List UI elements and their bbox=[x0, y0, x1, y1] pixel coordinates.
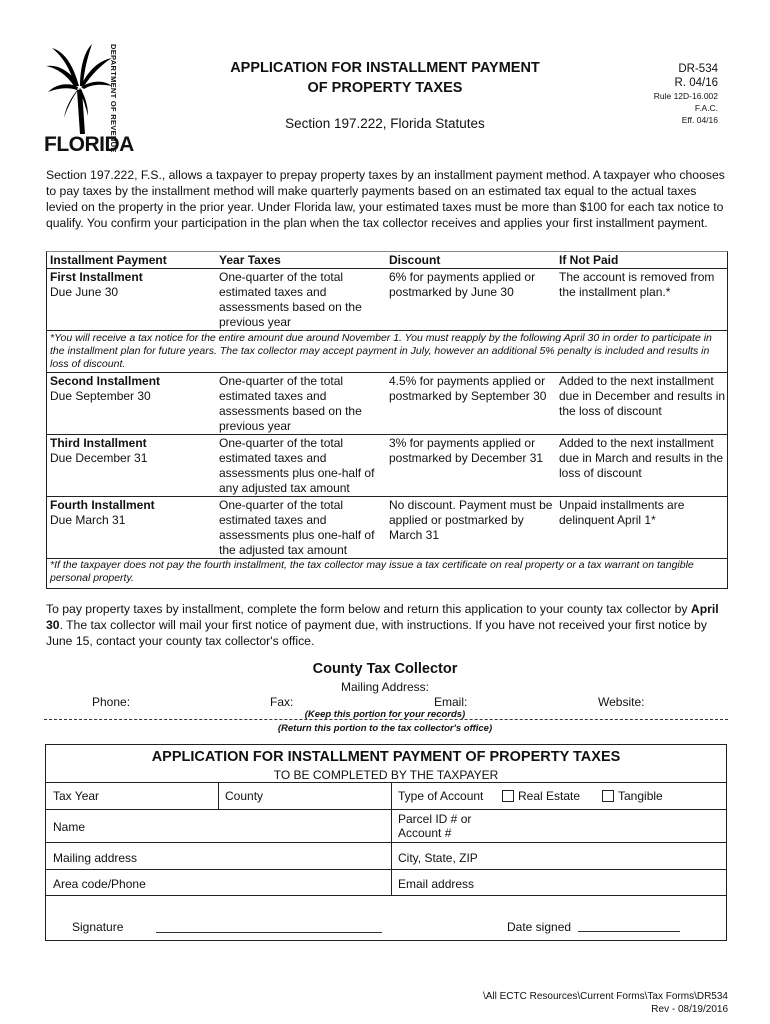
form-col-divider bbox=[391, 782, 392, 895]
website-label: Website: bbox=[598, 695, 645, 709]
row-divider bbox=[47, 330, 727, 331]
col-header-discount: Discount bbox=[389, 253, 441, 267]
row-divider bbox=[47, 372, 727, 373]
mailing-address-label: Mailing Address: bbox=[340, 680, 430, 694]
installment-due: Due September 30 bbox=[50, 389, 151, 403]
intro-paragraph: Section 197.222, F.S., allows a taxpayer to prepay property taxes by an installment payment method. A taxpayer who chooses to pay taxes by the installment method will make quarterly payments based on an estimated tax equal to the actual taxes levied on the property in the prior year. Under Florida law, your estimated taxes must be more than $100 for each tax notice to qualify. You confirm your participation in the plan when the tax collector receives and applies your first installment payment. bbox=[46, 168, 725, 231]
parcel-id-label-2: Account # bbox=[398, 826, 452, 840]
form-row-divider bbox=[46, 869, 726, 870]
form-col-divider bbox=[218, 782, 219, 809]
instructions-text-1: To pay property taxes by installment, complete the form below and return this application to your county tax collector by bbox=[46, 602, 691, 616]
form-row-divider bbox=[46, 809, 726, 810]
instructions-deadline: April 30 bbox=[46, 602, 719, 632]
application-form-title: APPLICATION FOR INSTALLMENT PAYMENT OF PROPERTY TAXES bbox=[151, 749, 621, 765]
name-field[interactable]: Name bbox=[53, 820, 86, 834]
footer-path: \All ECTC Resources\Current Forms\Tax Forms\DR534 bbox=[482, 991, 728, 1002]
installment-name: Second Installment bbox=[50, 374, 161, 388]
mailing-address-field[interactable]: Mailing address bbox=[53, 851, 138, 865]
return-text: Return this portion to the tax collector's office) bbox=[281, 723, 493, 734]
fourth-discount: No discount. Payment must be applied or postmarked by March 31 bbox=[389, 498, 553, 542]
form-effective: Eff. 04/16 bbox=[681, 115, 718, 125]
col-header-if-not-paid: If Not Paid bbox=[559, 253, 619, 267]
form-identifier bbox=[640, 62, 718, 126]
type-of-account-label: Type of Account bbox=[398, 789, 484, 803]
fourth-not-paid: Unpaid installments are delinquent April 1* bbox=[559, 498, 685, 527]
keep-portion-note: (Keep this portion for your records) bbox=[304, 709, 466, 720]
footer bbox=[440, 990, 728, 1016]
form-title-line2: OF PROPERTY TAXES bbox=[307, 80, 463, 96]
tangible-label: Tangible bbox=[618, 789, 663, 803]
email-address-field[interactable]: Email address bbox=[398, 877, 475, 891]
email-label: Email: bbox=[434, 695, 468, 709]
first-installment-cell bbox=[50, 270, 215, 300]
county-tax-collector-title: County Tax Collector bbox=[312, 661, 458, 677]
return-paren: ( bbox=[277, 723, 282, 734]
header-divider bbox=[47, 268, 727, 269]
installment-due: Due June 30 bbox=[50, 285, 119, 299]
form-row-divider bbox=[46, 895, 726, 896]
parcel-id-field[interactable] bbox=[398, 812, 471, 840]
application-form-subtitle: TO BE COMPLETED BY THE TAXPAYER bbox=[273, 768, 499, 782]
real-estate-label: Real Estate bbox=[518, 789, 581, 803]
installment-name: Fourth Installment bbox=[50, 498, 155, 512]
palm-tree-icon bbox=[44, 42, 114, 134]
first-not-paid: The account is removed from the installment plan.* bbox=[559, 270, 715, 299]
installment-name: Third Installment bbox=[50, 436, 147, 450]
statute-subtitle: Section 197.222, Florida Statutes bbox=[285, 116, 485, 131]
fourth-installment-cell bbox=[50, 498, 215, 528]
application-form bbox=[45, 744, 727, 941]
form-fac: F.A.C. bbox=[694, 103, 718, 113]
first-installment-note: *You will receive a tax notice for the entire amount due around November 1. You must reapply by the following April 30 in order to participate in the installment plan for future years. The tax collector may accept payment in July, however an additional 5% penalty is included and results in loss of discount. bbox=[50, 332, 712, 371]
department-of-revenue-label: DEPARTMENT OF REVENUE bbox=[109, 44, 118, 153]
form-row-divider bbox=[46, 782, 726, 783]
second-installment-cell bbox=[50, 374, 215, 404]
installment-name: First Installment bbox=[50, 270, 143, 284]
parcel-id-label-1: Parcel ID # or bbox=[398, 812, 472, 826]
third-not-paid: Added to the next installment due in March and results in the loss of discount bbox=[559, 436, 724, 480]
third-installment-cell bbox=[50, 436, 215, 466]
footer-revision: Rev - 08/19/2016 bbox=[651, 1004, 728, 1015]
title-block bbox=[190, 58, 580, 131]
second-discount: 4.5% for payments applied or postmarked by September 30 bbox=[389, 374, 547, 403]
phone-label: Phone: bbox=[92, 695, 131, 709]
third-taxes: One-quarter of the total estimated taxes and assessments plus one-half of any adjusted tax amount bbox=[219, 436, 375, 495]
signature-line[interactable] bbox=[156, 932, 382, 933]
form-revision: R. 04/16 bbox=[674, 77, 718, 89]
second-taxes: One-quarter of the total estimated taxes and assessments based on the previous year bbox=[219, 374, 362, 433]
form-rule: Rule 12D-16.002 bbox=[653, 91, 718, 101]
area-code-phone-field[interactable]: Area code/Phone bbox=[53, 877, 146, 891]
fax-label: Fax: bbox=[270, 695, 294, 709]
row-divider bbox=[47, 434, 727, 435]
first-discount: 6% for payments applied or postmarked by June 30 bbox=[389, 270, 536, 299]
installment-due: Due December 31 bbox=[50, 451, 148, 465]
cut-line bbox=[44, 719, 728, 720]
county-field[interactable]: County bbox=[225, 789, 264, 803]
signature-label: Signature bbox=[72, 920, 124, 934]
date-signed-label: Date signed bbox=[507, 920, 572, 934]
col-header-installment: Installment Payment bbox=[50, 253, 167, 267]
form-title-line1: APPLICATION FOR INSTALLMENT PAYMENT bbox=[230, 60, 540, 76]
return-portion-note bbox=[0, 723, 770, 734]
fourth-taxes: One-quarter of the total estimated taxes and assessments plus one-half of the adjusted tax amount bbox=[219, 498, 375, 557]
florida-dor-logo bbox=[44, 42, 134, 162]
row-divider bbox=[47, 496, 727, 497]
second-not-paid: Added to the next installment due in December and results in the loss of discount bbox=[559, 374, 726, 418]
form-row-divider bbox=[46, 842, 726, 843]
florida-logo-word: FLORIDA bbox=[44, 133, 134, 156]
city-state-zip-field[interactable]: City, State, ZIP bbox=[398, 851, 478, 865]
col-header-year-taxes: Year Taxes bbox=[219, 253, 281, 267]
tax-year-field[interactable]: Tax Year bbox=[53, 789, 100, 803]
fourth-installment-note: *If the taxpayer does not pay the fourth installment, the tax collector may issue a tax certificate on real property or a tax warrant on tangible personal property. bbox=[50, 559, 694, 585]
installment-schedule-table bbox=[46, 251, 728, 589]
tangible-checkbox[interactable] bbox=[602, 790, 614, 802]
instructions-paragraph bbox=[46, 601, 726, 649]
real-estate-checkbox[interactable] bbox=[502, 790, 514, 802]
date-signed-line[interactable] bbox=[578, 931, 680, 932]
form-number: DR-534 bbox=[678, 63, 718, 75]
installment-due: Due March 31 bbox=[50, 513, 126, 527]
first-taxes: One-quarter of the total estimated taxes and assessments based on the previous year bbox=[219, 270, 362, 329]
instructions-text-2: . The tax collector will mail your first notice of payment due, with instructions. If you have not received your first notice by June 15, contact your county tax collector's office. bbox=[46, 618, 707, 648]
third-discount: 3% for payments applied or postmarked by December 31 bbox=[389, 436, 544, 465]
